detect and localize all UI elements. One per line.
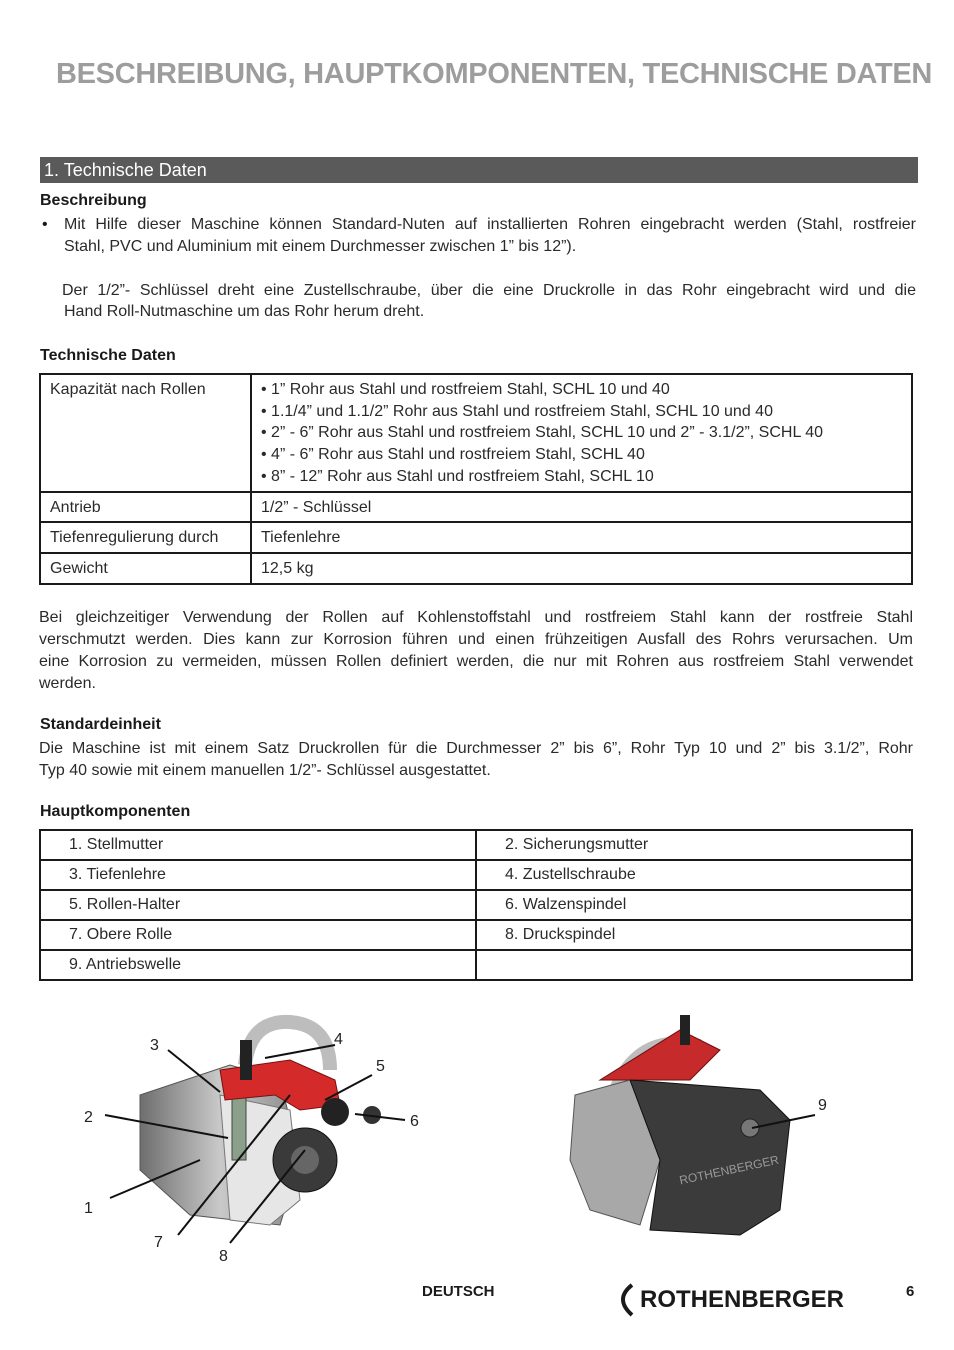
machine-diagram-front bbox=[60, 1010, 460, 1270]
spring-shape bbox=[232, 1090, 246, 1160]
feed-screw-shape bbox=[240, 1040, 252, 1080]
table-cell-value: 12,5 kg bbox=[251, 553, 912, 584]
table-cell-label: Tiefenregulierung durch bbox=[40, 522, 251, 553]
table-row bbox=[40, 553, 912, 584]
table-row bbox=[40, 860, 912, 890]
table-row bbox=[40, 890, 912, 920]
table-cell-value bbox=[251, 374, 912, 492]
brand-logo bbox=[612, 1279, 862, 1319]
table-row bbox=[40, 830, 912, 860]
table-cell-label: Kapazität nach Rollen bbox=[40, 374, 251, 492]
callout-label-9: 9 bbox=[818, 1097, 827, 1114]
description-paragraph-line1: Der 1/2”- Schlüssel dreht eine Zustellschraube, über die eine Druckrolle in das Rohr eingebracht wird und die bbox=[62, 282, 916, 299]
capacity-item: • 4” - 6” Rohr aus Stahl und rostfreiem Stahl, SCHL 40 bbox=[261, 446, 645, 464]
warning-line3: eine Korrosion zu vermeiden, müssen Rollen definiert werden, die nur mit Rohren aus rostfreiem Stahl verwendet bbox=[39, 653, 913, 670]
description-bullet-line2: Stahl, PVC und Aluminium mit einem Durchmesser zwischen 1” bis 12”). bbox=[64, 238, 577, 255]
table-row bbox=[40, 374, 912, 492]
table-row bbox=[40, 522, 912, 553]
machine-diagram-rear bbox=[560, 1010, 840, 1250]
table-cell-value: 1/2” - Schlüssel bbox=[251, 492, 912, 523]
callout-label-5: 5 bbox=[376, 1058, 385, 1075]
logo-text: ROTHENBERGER bbox=[640, 1286, 845, 1313]
feed-screw-shape bbox=[680, 1015, 690, 1045]
warning-line4: werden. bbox=[39, 675, 96, 692]
standard-line1: Die Maschine ist mit einem Satz Druckrollen für die Durchmesser 2” bis 6”, Rohr Typ 10 und 2” bis 3.1/2”, Rohr bbox=[39, 740, 913, 757]
component-cell: 8. Druckspindel bbox=[476, 920, 912, 950]
footer-language: DEUTSCH bbox=[422, 1283, 495, 1300]
capacity-item: • 1” Rohr aus Stahl und rostfreiem Stahl, SCHL 10 und 40 bbox=[261, 381, 670, 398]
page-number: 6 bbox=[906, 1283, 915, 1300]
spindle-shape bbox=[321, 1098, 349, 1126]
table-row bbox=[40, 920, 912, 950]
component-cell: 6. Walzenspindel bbox=[476, 890, 912, 920]
component-cell: 1. Stellmutter bbox=[40, 830, 476, 860]
section-heading-bar: 1. Technische Daten bbox=[40, 157, 918, 183]
description-paragraph-line2: Hand Roll-Nutmaschine um das Rohr herum dreht. bbox=[64, 303, 425, 320]
callout-label-3: 3 bbox=[150, 1037, 159, 1054]
description-bullet-line1: Mit Hilfe dieser Maschine können Standard-Nuten auf installierten Rohren eingebracht werden (Stahl, rostfreier bbox=[64, 216, 916, 233]
warning-line2: verschmutzt werden. Dies kann zur Korrosion führen und einen frühzeitigen Ausfall des Rohrs verursachen. Um bbox=[39, 631, 913, 648]
table-cell-label: Antrieb bbox=[40, 492, 251, 523]
logo-arc-icon bbox=[623, 1285, 632, 1315]
table-cell-label: Gewicht bbox=[40, 553, 251, 584]
tech-data-table bbox=[39, 373, 913, 585]
red-arm-shape bbox=[600, 1030, 720, 1080]
standard-line2: Typ 40 sowie mit einem manuellen 1/2”- Schlüssel ausgestattet. bbox=[39, 762, 491, 779]
callout-label-6: 6 bbox=[410, 1113, 419, 1130]
callout-label-4: 4 bbox=[334, 1031, 343, 1048]
standard-heading: Standardeinheit bbox=[40, 716, 161, 733]
callout-label-1: 1 bbox=[84, 1200, 93, 1217]
table-row bbox=[40, 492, 912, 523]
capacity-item: • 2” - 6” Rohr aus Stahl und rostfreiem Stahl, SCHL 10 und 2” - 3.1/2”, SCHL 40 bbox=[261, 424, 824, 442]
component-cell: 4. Zustellschraube bbox=[476, 860, 912, 890]
component-cell: 2. Sicherungsmutter bbox=[476, 830, 912, 860]
page-title: BESCHREIBUNG, HAUPTKOMPONENTEN, TECHNISCHE DATEN bbox=[56, 58, 933, 90]
table-cell-value: Tiefenlehre bbox=[251, 522, 912, 553]
bullet-dot: • bbox=[42, 216, 48, 233]
components-table bbox=[39, 829, 913, 981]
callout-label-8: 8 bbox=[219, 1248, 228, 1265]
callout-label-7: 7 bbox=[154, 1234, 163, 1251]
warning-line1: Bei gleichzeitiger Verwendung der Rollen auf Kohlenstoffstahl und rostfreiem Stahl kann der rostfreie Stahl bbox=[39, 609, 913, 626]
capacity-item: • 1.1/4” und 1.1/2” Rohr aus Stahl und rostfreiem Stahl, SCHL 10 und 40 bbox=[261, 402, 773, 420]
component-cell: 7. Obere Rolle bbox=[40, 920, 476, 950]
machine-brand-text: ROTHENBERGER bbox=[678, 1152, 781, 1188]
component-cell: 9. Antriebswelle bbox=[40, 950, 476, 980]
tech-data-heading: Technische Daten bbox=[40, 347, 176, 364]
capacity-item: • 8” - 12” Rohr aus Stahl und rostfreiem Stahl, SCHL 10 bbox=[261, 467, 654, 485]
description-heading: Beschreibung bbox=[40, 192, 147, 209]
component-cell: 5. Rollen-Halter bbox=[40, 890, 476, 920]
callout-label-2: 2 bbox=[84, 1109, 93, 1126]
table-row bbox=[40, 950, 912, 980]
component-cell: 3. Tiefenlehre bbox=[40, 860, 476, 890]
component-cell bbox=[476, 950, 912, 980]
components-heading: Hauptkomponenten bbox=[40, 803, 191, 820]
